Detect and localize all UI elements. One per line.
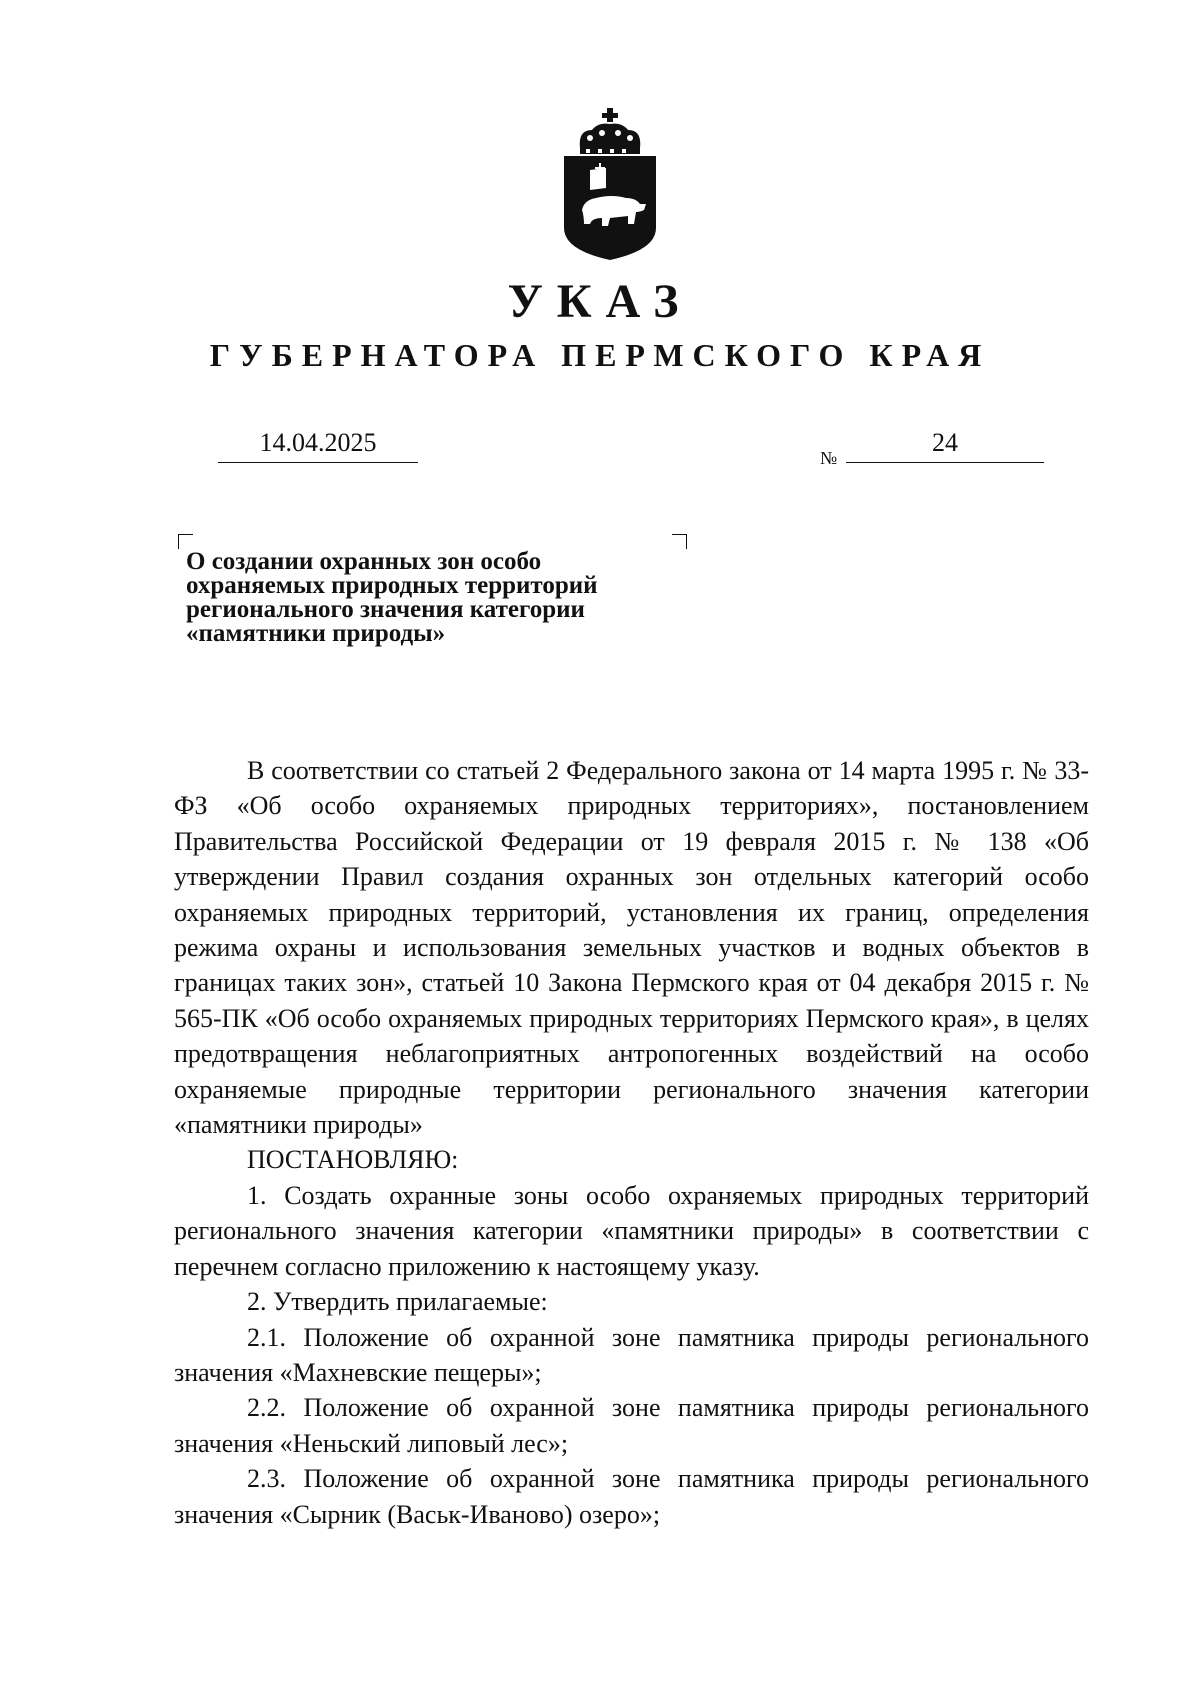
document-date: 14.04.2025 (218, 426, 418, 463)
number-label: № (820, 448, 838, 468)
heading-line: охраняемых природных территорий (186, 572, 598, 599)
item-2-2-paragraph: 2.2. Положение об охранной зоне памятника природы регионального значения «Неньский липовый лес»; (174, 1393, 1089, 1458)
heading-line: О создании охранных зон особо (186, 548, 542, 575)
decree-word: ПОСТАНОВЛЯЮ: (247, 1145, 459, 1175)
heading-line: регионального значения категории (186, 596, 585, 623)
perm-krai-coat-of-arms-icon (560, 108, 660, 263)
document-number: 24 (846, 426, 1044, 463)
preamble-paragraph: В соответствии со статьей 2 Федерального закона от 14 марта 1995 г. № 33-ФЗ «Об особо охраняемых природных территориях», постановлением Правительства Российской Федерации от 19 февраля 2015 г. № 138 «Об утверждении Правил создания охранных зон отдельных категорий особо охраняемых природных территорий, установления их границ, определения режима охраны и использования земельных участков и водных объектов в границах таких зон», статьей 10 Закона Пермского края от 04 декабря 2015 г. № 565-ПК «Об особо охраняемых природных территориях Пермского края», в целях предотвращения неблагоприятных антропогенных воздействий на особо охраняемые природные территории регионального значения категории «памятники природы» (174, 756, 1089, 1140)
item-2-paragraph: 2. Утвердить прилагаемые: (247, 1287, 548, 1317)
heading-corner-left (178, 534, 193, 549)
item-1-paragraph: 1. Создать охранные зоны особо охраняемых природных территорий регионального значения категории «памятники природы» в соответствии с перечнем согласно приложению к настоящему указу. (174, 1180, 1089, 1281)
document-heading (186, 550, 686, 646)
heading-line: «памятники природы» (186, 620, 446, 647)
document-title: УКАЗ (507, 275, 693, 328)
item-2-3-paragraph: 2.3. Положение об охранной зоне памятника природы регионального значения «Сырник (Васьк-Иваново) озеро»; (174, 1464, 1089, 1529)
heading-corner-right (672, 534, 687, 549)
document-body (174, 753, 1089, 1532)
document-subtitle: ГУБЕРНАТОРА ПЕРМСКОГО КРАЯ (209, 337, 991, 373)
item-2-1-paragraph: 2.1. Положение об охранной зоне памятника природы регионального значения «Махневские пещеры»; (174, 1322, 1089, 1387)
